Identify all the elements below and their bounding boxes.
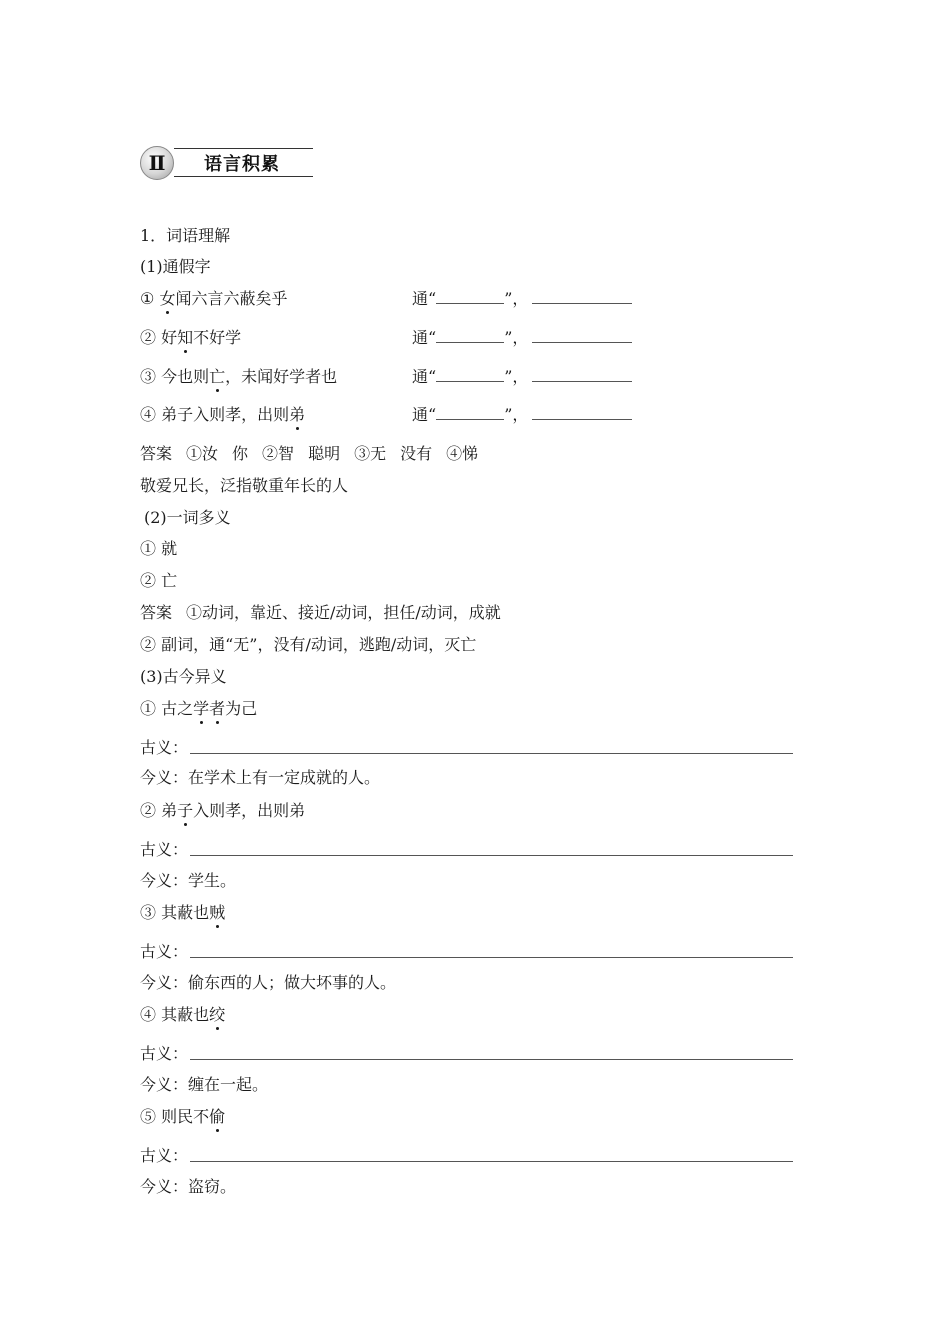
item-text-pre: 其蔽也 (161, 1005, 210, 1024)
emphasized-char: 子 (177, 801, 194, 820)
jin-meaning: 今义：在学术上有一定成就的人。 (140, 768, 381, 787)
yici-answer-cont: ② 副词，通“无”，没有/动词，逃跑/动词，灭亡 (140, 635, 477, 654)
jin-meaning: 今义：缠在一起。 (140, 1075, 269, 1094)
header-rule-bottom (174, 176, 313, 177)
item-number: ④ (140, 1005, 157, 1024)
item-number: ③ (140, 903, 157, 922)
blank-field[interactable] (532, 328, 632, 343)
answer-part: ②智 (262, 444, 295, 463)
gu-label: 古义： (140, 1044, 189, 1063)
emphasized-chars (193, 699, 225, 718)
gujin-item (140, 903, 225, 923)
emphasized-char: 者 (209, 699, 226, 718)
jin-meaning: 今义：盗窃。 (140, 1177, 237, 1196)
tongjia-item (140, 367, 337, 387)
item-number: ④ (140, 405, 157, 424)
gu-label: 古义： (140, 840, 189, 859)
item-text-pre: 则民不 (161, 1107, 210, 1126)
answer-part: ①汝 (186, 444, 219, 463)
answer-text: ①动词，靠近、接近/动词，担任/动词，成就 (186, 603, 501, 622)
blank-field[interactable] (532, 405, 632, 420)
answer-line[interactable] (190, 1059, 793, 1060)
blank-field[interactable] (436, 405, 504, 420)
emphasized-char: 知 (177, 328, 194, 347)
tongjia-title: (1)通假字 (140, 257, 211, 276)
jin-meaning: 今义：学生。 (140, 871, 237, 890)
tongjia-fill (412, 405, 632, 425)
tongjia-item (140, 289, 287, 309)
yici-answer (140, 603, 501, 623)
answer-part: ④悌 (446, 444, 479, 463)
answer-line[interactable] (190, 957, 793, 958)
tongjia-fill (412, 289, 632, 309)
fill-suffix: ”， (504, 328, 529, 347)
blank-field[interactable] (436, 367, 504, 382)
item-number: ② (140, 328, 157, 347)
answer-line[interactable] (190, 1161, 793, 1162)
answer-label: 答案 (140, 444, 173, 463)
emphasized-char: 学 (193, 699, 210, 718)
yici-title: (2)一词多义 (144, 508, 231, 527)
gujin-item (140, 801, 305, 821)
emphasized-char: 女 (159, 289, 176, 308)
answer-part: ③无 (354, 444, 387, 463)
answer-label: 答案 (140, 603, 173, 622)
item-text-pre: 今也则 (161, 367, 210, 386)
item-text-post: 不好学 (193, 328, 242, 347)
section-header (140, 146, 315, 180)
tongjia-fill (412, 328, 632, 348)
emphasized-char: 亡 (209, 367, 226, 386)
emphasized-chars: 弟子 (161, 801, 194, 820)
tongjia-fill (412, 367, 632, 387)
item-text-post: 为己 (225, 699, 258, 718)
header-rule-top (174, 148, 313, 149)
fill-prefix: 通“ (412, 328, 437, 347)
item-text-post: 入则孝，出则弟 (193, 801, 306, 820)
answer-part: 你 (232, 444, 249, 463)
emphasized-char: 偷 (209, 1107, 226, 1126)
fill-prefix: 通“ (412, 405, 437, 424)
gu-label: 古义： (140, 738, 189, 757)
gujin-item (140, 699, 257, 719)
fill-prefix: 通“ (412, 367, 437, 386)
item-number: ① (140, 289, 155, 308)
yici-item: ① 就 (140, 539, 178, 558)
gujin-item (140, 1005, 225, 1025)
tongjia-answer (140, 444, 478, 464)
fill-suffix: ”， (504, 405, 529, 424)
blank-field[interactable] (532, 289, 632, 304)
item-number: ① (140, 699, 157, 718)
section-title: 语言积累 (204, 154, 280, 175)
gujin-item (140, 1107, 225, 1127)
jin-meaning: 今义：偷东西的人；做大坏事的人。 (140, 973, 397, 992)
item-text-pre: 好 (161, 328, 178, 347)
gujin-title: (3)古今异义 (140, 667, 227, 686)
item-text-pre: 其蔽也 (161, 903, 210, 922)
yici-item: ② 亡 (140, 571, 178, 590)
answer-line[interactable] (190, 855, 793, 856)
item-number: ③ (140, 367, 157, 386)
tongjia-item (140, 328, 241, 348)
answer-part: 聪明 (308, 444, 341, 463)
blank-field[interactable] (436, 289, 504, 304)
emphasized-char: 绞 (209, 1005, 226, 1024)
item-text-pre: 弟子入则孝，出则 (161, 405, 290, 424)
fill-suffix: ”， (504, 289, 529, 308)
fill-prefix: 通“ (412, 289, 437, 308)
item-text-post: ，未闻好学者也 (225, 367, 338, 386)
subsection-title: 1．词语理解 (140, 226, 231, 245)
blank-field[interactable] (532, 367, 632, 382)
fill-suffix: ”， (504, 367, 529, 386)
section-number-badge: Ⅱ (140, 146, 174, 180)
emphasized-char: 弟 (289, 405, 306, 424)
tongjia-answer-cont: 敬爱兄长，泛指敬重年长的人 (140, 476, 349, 495)
item-number: ⑤ (140, 1107, 157, 1126)
item-text-pre: 古之 (161, 699, 194, 718)
item-number: ② (140, 801, 157, 820)
gu-label: 古义： (140, 1146, 189, 1165)
answer-part: 没有 (400, 444, 433, 463)
emphasized-char: 贼 (209, 903, 226, 922)
gu-label: 古义： (140, 942, 189, 961)
answer-line[interactable] (190, 753, 793, 754)
tongjia-item (140, 405, 305, 425)
blank-field[interactable] (436, 328, 504, 343)
item-text-post: 闻六言六蔽矣乎 (175, 289, 288, 308)
